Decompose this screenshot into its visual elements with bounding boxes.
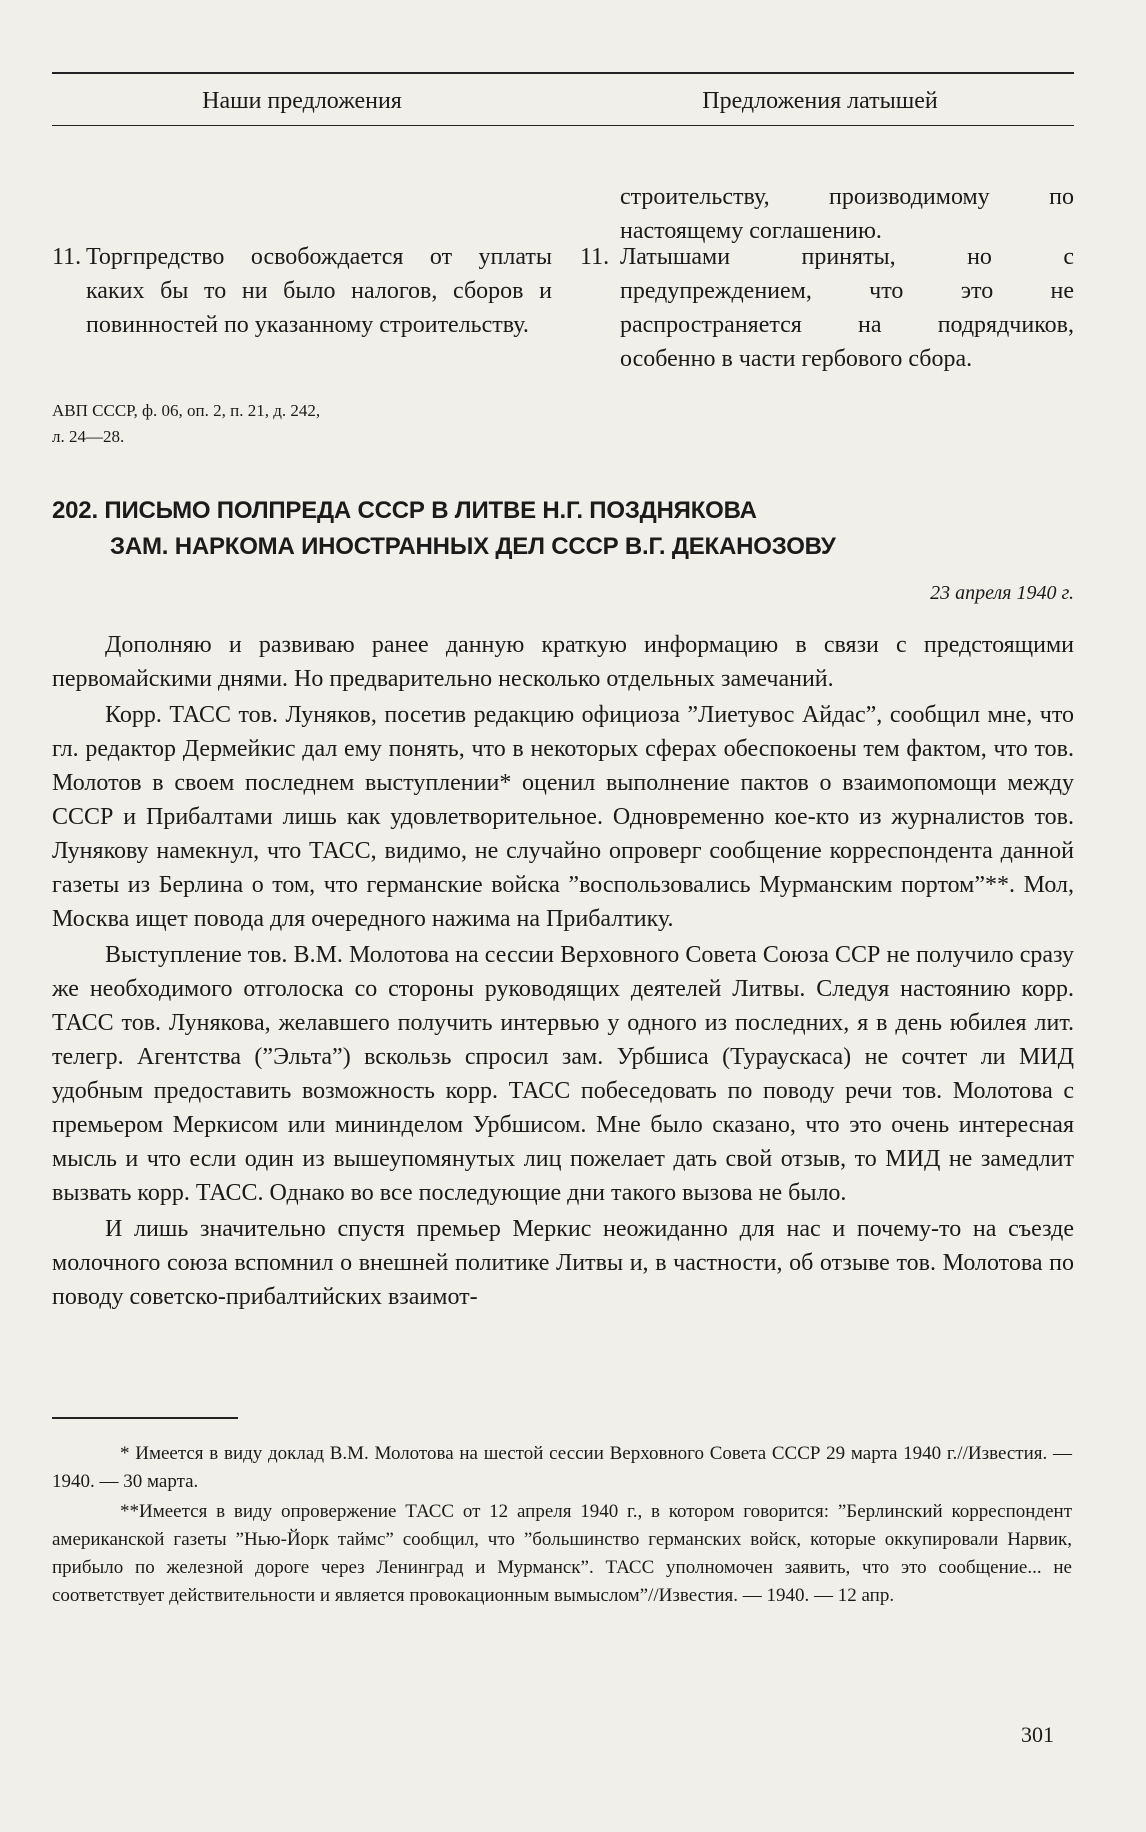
table-continuation-text: строительству, производимому по настоящему соглашению. bbox=[620, 184, 1074, 244]
item-11-left bbox=[52, 240, 552, 342]
footnote-1: * Имеется в виду доклад В.М. Молотова на шестой сессии Верховного Совета СССР 29 марта 1940 г.//Известия. — 1940. — 30 марта. bbox=[52, 1443, 1072, 1492]
paragraph-2: Корр. ТАСС тов. Луняков, посетив редакцию официоза ”Лиетувос Айдас”, сообщил мне, что гл. редактор Дермейкис дал ему понять, что в некоторых сферах обеспокоены тем фактом, что тов. Молотов в своем последнем выступлении* оценил выполнение пактов о взаимопомощи между СССР и Прибалтами лишь как удовлетворительное. Одновременно кое-кто из журналистов тов. Лунякову намекнул, что ТАСС, видимо, не случайно опроверг сообщение корреспондента данной газеты из Берлина о том, что германские войска ”воспользовались Мурманским портом”**. Мол, Москва ищет повода для очередного нажима на Прибалтику. bbox=[52, 702, 1074, 932]
document-title-line-2: ЗАМ. НАРКОМА ИНОСТРАННЫХ ДЕЛ СССР В.Г. ДЕКАНОЗОВУ bbox=[110, 533, 836, 560]
archive-source bbox=[52, 398, 320, 450]
paragraph-4: И лишь значительно спустя премьер Меркис неожиданно для нас и почему-то на съезде молочного союза вспомнил о внешней политике Литвы и, в частности, об отзыве тов. Молотова по поводу советско-прибалтийских взаимот- bbox=[52, 1216, 1074, 1310]
document-date: 23 апреля 1940 г. bbox=[930, 582, 1074, 604]
item-11-right bbox=[580, 240, 1074, 376]
page-number: 301 bbox=[1021, 1722, 1054, 1747]
table-continuation-right bbox=[620, 180, 1074, 248]
document-number: 202. bbox=[52, 497, 98, 524]
archive-source-line-2: л. 24—28. bbox=[52, 427, 125, 446]
item-11-right-text: Латышами приняты, но с предупреждением, что это не распространяется на подрядчиков, особенно в части гербового сбора. bbox=[620, 244, 1074, 372]
item-11-right-number: 11. bbox=[580, 244, 610, 270]
footnote-2: **Имеется в виду опровержение ТАСС от 12 апреля 1940 г., в котором говорится: ”Берлинский корреспондент американской газеты ”Нью-Йорк таймс” сообщил, что ”большинство германских войск, которые оккупировали Нарвик, прибыло по железной дороге через Ленинград и Мурманск”. ТАСС уполномочен заявить, что это сообщение... не соответствует действительности и является провокационным вымыслом”//Известия. — 1940. — 12 апр. bbox=[52, 1501, 1072, 1606]
document-title-line-1: ПИСЬМО ПОЛПРЕДА СССР В ЛИТВЕ Н.Г. ПОЗДНЯКОВА bbox=[104, 497, 757, 524]
item-11-left-text: Торгпредство освобождается от уплаты каких бы то ни было налогов, сборов и повинностей по указанному строительству. bbox=[86, 244, 552, 338]
archive-source-line-1: АВП СССР, ф. 06, оп. 2, п. 21, д. 242, bbox=[52, 401, 321, 420]
item-11-left-number: 11. bbox=[52, 244, 82, 270]
document-title bbox=[52, 493, 1072, 565]
table-header-right: Предложения латышей bbox=[702, 88, 938, 114]
letter-body bbox=[52, 628, 1074, 1316]
table-header-left: Наши предложения bbox=[202, 88, 402, 114]
paragraph-1: Дополняю и развиваю ранее данную краткую информацию в связи с предстоящими первомайскими днями. Но предварительно несколько отдельных замечаний. bbox=[52, 632, 1074, 692]
footnotes bbox=[52, 1440, 1072, 1612]
table-header-rule bbox=[52, 125, 1074, 126]
table-top-rule bbox=[52, 72, 1074, 74]
paragraph-3: Выступление тов. В.М. Молотова на сессии Верховного Совета Союза ССР не получило сразу же необходимого отголоска со стороны руководящих деятелей Литвы. Следуя настоянию корр. ТАСС тов. Лунякова, желавшего получить интервью у одного из последних, я в день юбилея лит. телегр. Агентства (”Эльта”) вскользь спросил зам. Урбшиса (Тураускаса) не сочтет ли МИД удобным предоставить возможность корр. ТАСС побеседовать по поводу речи тов. Молотова с премьером Меркисом или мининделом Урбшисом. Мне было сказано, что это очень интересная мысль и что если один из вышеупомянутых лиц пожелает дать свой отзыв, то МИД не замедлит вызвать корр. ТАСС. Однако во все последующие дни такого вызова не было. bbox=[52, 942, 1074, 1206]
footnote-rule bbox=[52, 1417, 238, 1419]
